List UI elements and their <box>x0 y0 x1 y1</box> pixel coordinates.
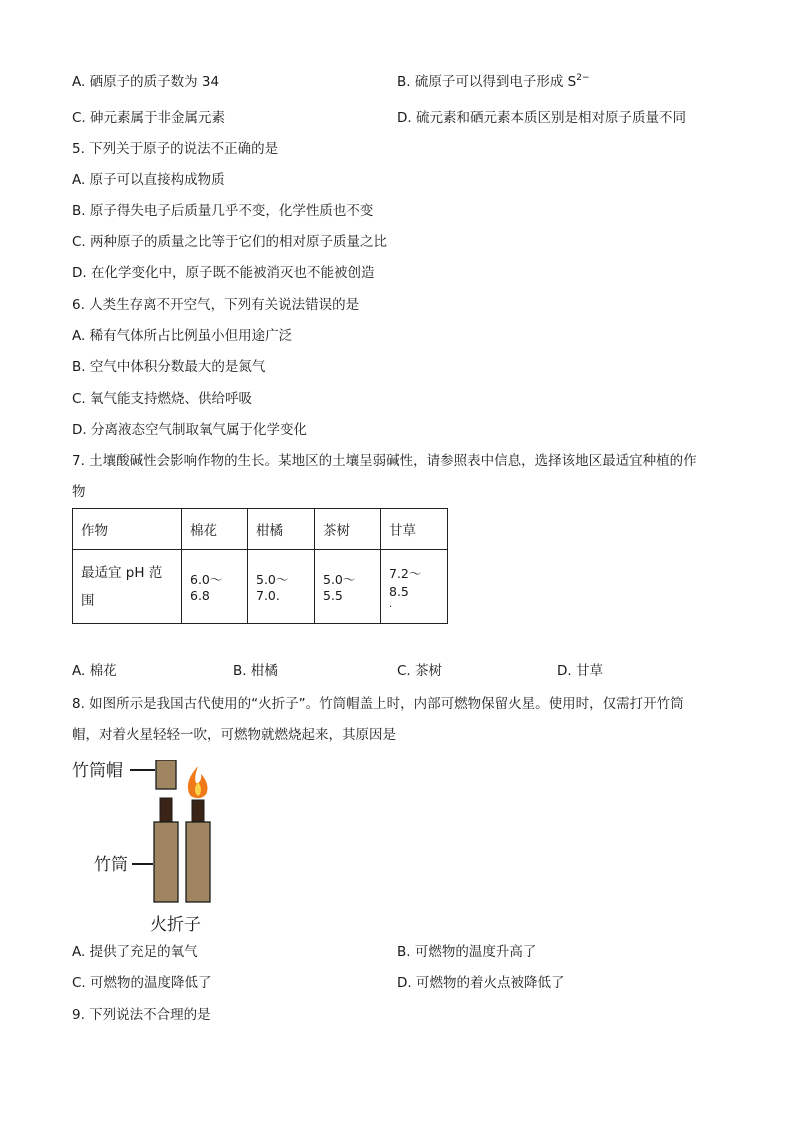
ph-value-tea: 5.0～5.5 <box>315 550 381 624</box>
huozhezi-figure <box>72 760 232 935</box>
ph-value-licorice-cell <box>381 550 448 624</box>
q6-stem: 6. 人类生存离不开空气，下列有关说法错误的是 <box>72 297 360 313</box>
q6-option-b: B. 空气中体积分数最大的是氮气 <box>72 359 266 375</box>
bamboo-tube-left <box>154 822 178 902</box>
ph-table <box>72 508 448 624</box>
q4-option-d: D. 硫元素和硒元素本质区别是相对原子质量不同 <box>397 110 686 126</box>
q5-option-a: A. 原子可以直接构成物质 <box>72 172 225 188</box>
q8-stem-line1: 8. 如图所示是我国古代使用的“火折子”。竹筒帽盖上时，内部可燃物保留火星。使用时，仅需打开竹筒 <box>72 696 684 712</box>
q5-option-d: D. 在化学变化中，原子既不能被消灭也不能被创造 <box>72 265 375 281</box>
q6-option-a: A. 稀有气体所占比例虽小但用途广泛 <box>72 328 293 344</box>
q7-stem-line2: 物 <box>72 484 86 500</box>
q8-option-c: C. 可燃物的温度降低了 <box>72 975 212 991</box>
q4-option-b-superscript: 2− <box>576 73 590 83</box>
bamboo-cap <box>156 760 176 789</box>
q8-stem-line2: 帽，对着火星轻轻一吹，可燃物就燃烧起来，其原因是 <box>72 727 396 743</box>
ph-table-header-crop: 作物 <box>73 509 182 550</box>
q9-stem: 9. 下列说法不合理的是 <box>72 1007 211 1023</box>
ph-value-cotton: 6.0～6.8 <box>182 550 248 624</box>
ph-table-row-label-line2: 围 <box>81 592 95 609</box>
ph-table-header-cotton: 棉花 <box>182 509 248 550</box>
ph-table-row-label <box>73 550 182 624</box>
ph-table-header-licorice: 甘草 <box>381 509 448 550</box>
q7-option-d: D. 甘草 <box>557 663 603 679</box>
q7-option-b: B. 柑橘 <box>233 663 278 679</box>
figure-caption: 火折子 <box>150 915 201 934</box>
q5-option-c: C. 两种原子的质量之比等于它们的相对原子质量之比 <box>72 234 388 250</box>
q5-stem: 5. 下列关于原子的说法不正确的是 <box>72 141 279 157</box>
q8-option-a: A. 提供了充足的氧气 <box>72 944 198 960</box>
q7-option-c: C. 茶树 <box>397 663 443 679</box>
ph-value-licorice: 7.2～8.5 <box>389 565 422 599</box>
q8-option-b: B. 可燃物的温度升高了 <box>397 944 537 960</box>
q6-option-c: C. 氧气能支持燃烧、供给呼吸 <box>72 391 253 407</box>
q5-option-b: B. 原子得失电子后质量几乎不变，化学性质也不变 <box>72 203 374 219</box>
ph-table-header-citrus: 柑橘 <box>248 509 315 550</box>
ph-table-header-tea: 茶树 <box>315 509 381 550</box>
q6-option-d: D. 分离液态空气制取氧气属于化学变化 <box>72 422 307 438</box>
q7-option-a: A. 棉花 <box>72 663 117 679</box>
ph-value-licorice-dot: . <box>389 598 393 610</box>
label-bamboo-tube: 竹筒 <box>94 855 128 874</box>
ph-table-row-label-line1: 最适宜 pH 范 <box>81 564 163 581</box>
ph-value-citrus: 5.0～7.0. <box>248 550 315 624</box>
q4-option-b <box>397 72 590 92</box>
q4-option-a: A. 硒原子的质子数为 34 <box>72 74 220 90</box>
q4-option-c: C. 砷元素属于非金属元素 <box>72 110 226 126</box>
q8-option-d: D. 可燃物的着火点被降低了 <box>397 975 565 991</box>
bamboo-tube-right <box>186 822 210 902</box>
q4-option-b-text: B. 硫原子可以得到电子形成 S <box>397 74 577 90</box>
ph-table-value-row <box>73 550 448 624</box>
ph-table-header-row <box>73 509 448 550</box>
label-bamboo-cap: 竹筒帽 <box>72 761 123 780</box>
q7-stem-line1: 7. 土壤酸碱性会影响作物的生长。某地区的土壤呈弱碱性，请参照表中信息，选择该地区最适宜种植的作 <box>72 453 697 469</box>
